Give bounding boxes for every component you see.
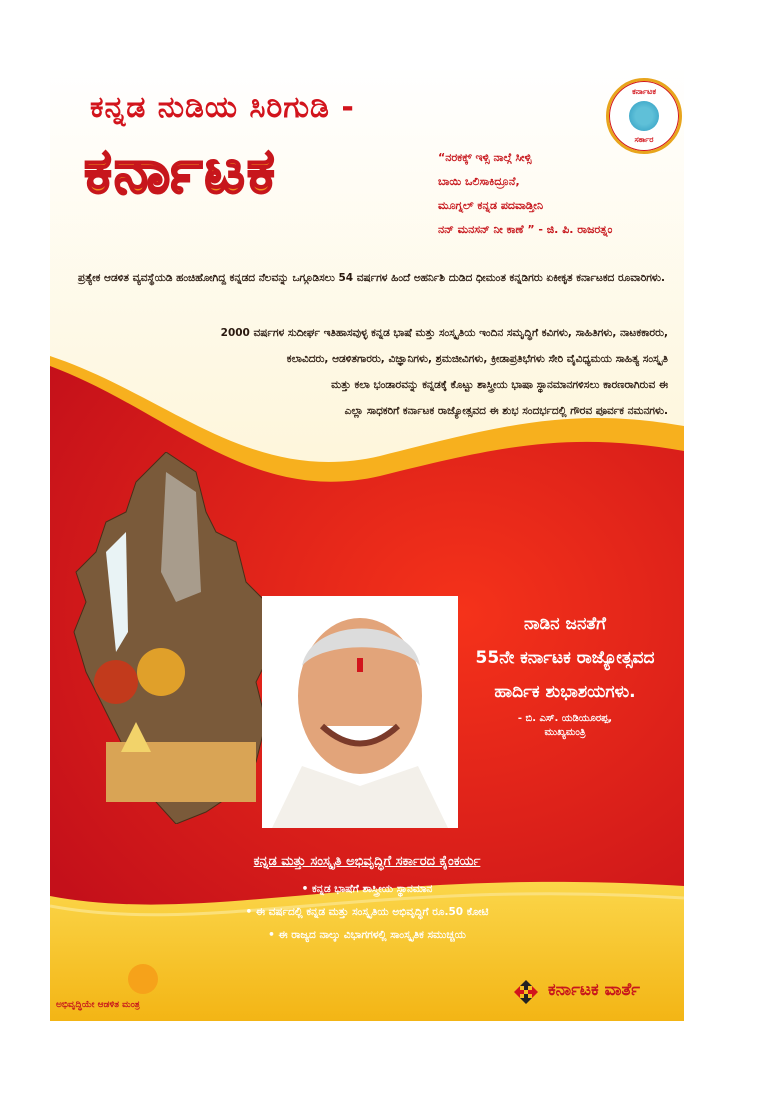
government-seal xyxy=(606,78,682,154)
tribute-paragraph xyxy=(72,320,668,424)
tribute-line: ಕಲಾವಿದರು, ಆಡಳಿತಗಾರರು, ವಿಜ್ಞಾನಿಗಳು, ಶ್ರಮಜೀವಿಗಳು, ಕ್ರೀಡಾಪ್ರತಿಭೆಗಳು ಸೇರಿ ವೈವಿಧ್ಯಮಯ ಸಾಹಿತ್ಯ ಸಂಸ್ಕೃತಿ xyxy=(286,353,668,365)
greeting-line: 55ನೇ ಕರ್ನಾಟಕ ರಾಜ್ಯೋತ್ಸವದ xyxy=(475,648,655,668)
list-item: • ಕನ್ನಡ ಭಾಷೆಗೆ ಶಾಸ್ತ್ರೀಯ ಸ್ಥಾನಮಾನ xyxy=(301,883,433,895)
arrows-logo-icon xyxy=(512,978,540,1006)
list-item: • ಈ ವರ್ಷದಲ್ಲಿ ಕನ್ನಡ ಮತ್ತು ಸಂಸ್ಕೃತಿಯ ಅಭಿವೃದ್ಧಿಗೆ ರೂ.50 ಕೋಟಿ xyxy=(245,906,489,918)
seal-bottom-text: ಸರ್ಕಾರ xyxy=(634,135,654,144)
hand-logo-icon xyxy=(128,964,158,994)
list-item: • ಈ ರಾಜ್ಯದ ನಾಲ್ಕು ವಿಭಾಗಗಳಲ್ಲಿ ಸಾಂಸ್ಕೃತಿಕ ಸಮುಚ್ಚಯ xyxy=(268,929,466,941)
greeting-line: ಹಾರ್ದಿಕ ಶುಭಾಶಯಗಳು. xyxy=(494,682,636,702)
tribute-line: 2000 ವರ್ಷಗಳ ಸುದೀರ್ಘ ಇತಿಹಾಸವುಳ್ಳ ಕನ್ನಡ ಭಾಷೆ ಮತ್ತು ಸಂಸ್ಕೃತಿಯ ಇಂದಿನ ಸಮೃದ್ಧಿಗೆ ಕವಿಗಳು, ಸಾಹಿತಿಗಳು, ನಾಟಕಕಾರರು, xyxy=(220,327,668,339)
quote-line: ಬಾಯಿ ಒಲಿಸಾಕಿದ್ರೂನೆ, xyxy=(438,175,520,188)
quote-line: “ನರಕಕ್ಕ್ ಇಳ್ಸಿ ನಾಲ್ಗೆ ಸೀಳ್ಸಿ xyxy=(438,151,532,164)
tree-emblem-icon xyxy=(629,101,659,131)
seal-top-text: ಕರ್ನಾಟಕ xyxy=(632,87,656,96)
achievements-title: ಕನ್ನಡ ಮತ್ತು ಸಂಸ್ಕೃತಿ ಅಭಿವೃದ್ಧಿಗೆ ಸರ್ಕಾರದ ಕೈಂಕರ್ಯ xyxy=(253,854,481,869)
signatory-designation: ಮುಖ್ಯಮಂತ್ರಿ xyxy=(544,727,586,738)
tribute-line: ಮತ್ತು ಕಲಾ ಭಂಡಾರವನ್ನು ಕನ್ನಡಕ್ಕೆ ಕೊಟ್ಟು ಶಾಸ್ತ್ರೀಯ ಭಾಷಾ ಸ್ಥಾನಮಾನಗಳಿಸಲು ಕಾರಣರಾಗಿರುವ ಈ xyxy=(331,379,668,391)
intro-paragraph: ಪ್ರತ್ಯೇಕ ಆಡಳಿತ ವ್ಯವಸ್ಥೆಯಡಿ ಹಂಚಿಹೋಗಿದ್ದ ಕನ್ನಡದ ನೆಲವನ್ನು ಒಗ್ಗೂಡಿಸಲು 54 ವರ್ಷಗಳ ಹಿಂದೆ ಅಹರ್ನಿಶಿ ದುಡಿದ ಧೀಮಂತ ಕನ್ನಡಿಗರು ಏಕೀಕೃತ ಕರ್ನಾಟಕದ ರೂವಾರಿಗಳು. xyxy=(78,272,665,284)
greeting-block xyxy=(450,614,680,740)
quote-line: ಮೂಗ್ನಲ್ ಕನ್ನಡ ಪದವಾಡ್ತೀನಿ xyxy=(438,199,544,212)
footer-slogan-logo xyxy=(56,964,206,1020)
quote-line: ನನ್ ಮನಸನ್ ನೀ ಕಾಣೆ ” - ಜಿ. ಪಿ. ರಾಜರತ್ನಂ xyxy=(438,223,613,236)
poem-quote xyxy=(438,146,678,242)
footer-slogan: ಅಭಿವೃದ್ಧಿಯೇ ಆಡಳಿತ ಮಂತ್ರ xyxy=(56,1000,140,1010)
chief-minister-photo xyxy=(262,596,458,828)
footer-brand xyxy=(512,976,682,1012)
tribute-line: ಎಲ್ಲಾ ಸಾಧಕರಿಗೆ ಕರ್ನಾಟಕ ರಾಜ್ಯೋತ್ಸವದ ಈ ಶುಭ ಸಂದರ್ಭದಲ್ಲಿ ಗೌರವ ಪೂರ್ವಕ ನಮನಗಳು. xyxy=(344,405,668,417)
achievements-list xyxy=(50,878,684,947)
karnataka-collage-map xyxy=(66,452,278,824)
poster xyxy=(50,66,684,1021)
greeting-line: ನಾಡಿನ ಜನತೆಗೆ xyxy=(524,614,606,634)
headline: ಕನ್ನಡ ನುಡಿಯ ಸಿರಿಗುಡಿ - xyxy=(90,90,355,125)
karnataka-title: ಕರ್ನಾಟಕ xyxy=(84,134,277,207)
brand-name: ಕರ್ನಾಟಕ ವಾರ್ತೆ xyxy=(548,980,640,1000)
signatory-name: - ಬಿ. ಎಸ್. ಯಡಿಯೂರಪ್ಪ, xyxy=(517,713,613,724)
